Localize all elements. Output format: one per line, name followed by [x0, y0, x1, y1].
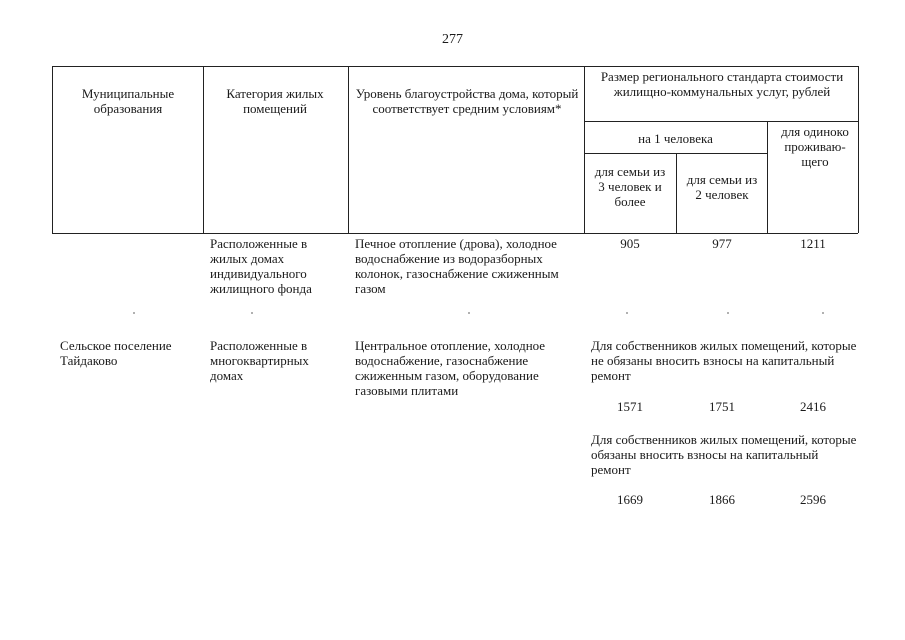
row-comfort: Центральное отопление, холодное водоснабжение, газоснабжение сжиженным газом, оборудование газовыми плитами — [355, 338, 546, 398]
scan-speck — [133, 312, 135, 314]
value-single: 2416 — [800, 399, 826, 414]
col-border-left — [52, 66, 53, 233]
row-category: Расположенные в жилых домах индивидуального жилищного фонда — [210, 236, 312, 296]
scan-speck — [251, 312, 253, 314]
header-per-person: на 1 человека — [638, 131, 713, 146]
value-family-3: 1669 — [617, 492, 643, 507]
value-single: 2596 — [800, 492, 826, 507]
col-border-2 — [348, 66, 349, 233]
row-municipality: Сельское поселение Тайдаково — [60, 338, 172, 368]
header-standard-size: Размер регионального стандарта стоимости жилищно-коммунальных услуг, рублей — [600, 69, 844, 99]
header-comfort-level: Уровень благоустройства дома, который соответствует средним условиям* — [355, 86, 579, 116]
scan-speck — [468, 312, 470, 314]
col-border-4 — [676, 153, 677, 233]
col-border-5 — [767, 121, 768, 233]
scan-speck — [822, 312, 824, 314]
col-border-1 — [203, 66, 204, 233]
value-family-2: 1751 — [709, 399, 735, 414]
header-bottom-border — [52, 233, 858, 234]
header-family-3: для семьи из 3 человек и более — [594, 164, 666, 209]
col-border-3 — [584, 66, 585, 233]
group-note-no-capital-repair: Для собственников жилых помещений, которые не обязаны вносить взносы на капитальный ремонт — [591, 338, 857, 383]
table-top-border — [52, 66, 858, 67]
value-family-3: 905 — [620, 236, 640, 251]
row-category: Расположенные в многоквартирных домах — [210, 338, 309, 383]
value-family-3: 1571 — [617, 399, 643, 414]
standard-subheader-border — [584, 121, 858, 122]
value-family-2: 977 — [712, 236, 732, 251]
scan-speck — [727, 312, 729, 314]
value-single: 1211 — [800, 236, 826, 251]
row-comfort: Печное отопление (дрова), холодное водоснабжение из водоразборных колонок, газоснабжение сжиженным газом — [355, 236, 559, 296]
value-family-2: 1866 — [709, 492, 735, 507]
col-border-right — [858, 66, 859, 233]
page-number: 277 — [442, 32, 463, 47]
scan-speck — [626, 312, 628, 314]
header-single: для одиноко проживаю-щего — [781, 124, 849, 169]
header-family-2: для семьи из 2 человек — [686, 172, 758, 202]
group-note-capital-repair: Для собственников жилых помещений, которые обязаны вносить взносы на капитальный ремонт — [591, 432, 857, 477]
header-category: Категория жилых помещений — [226, 86, 324, 116]
header-municipality: Муниципальные образования — [81, 86, 175, 116]
